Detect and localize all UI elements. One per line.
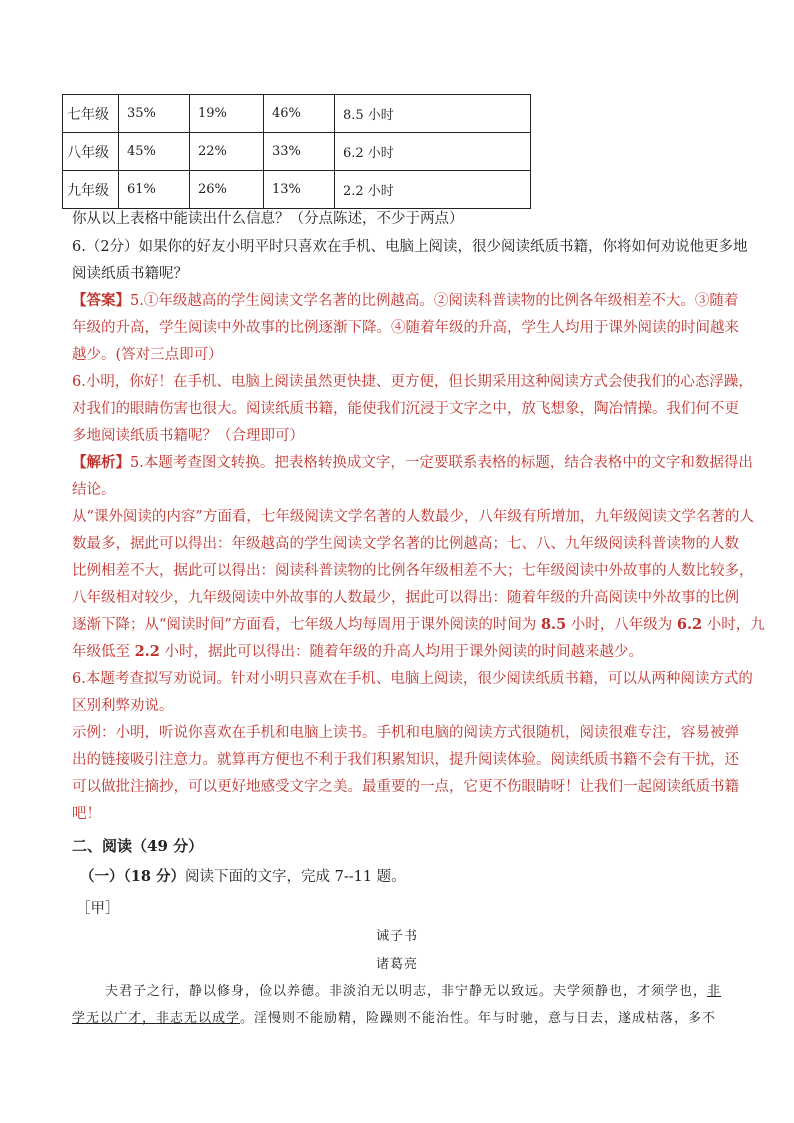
analysis-line: 从“课外阅读的内容”方面看，七年级阅读文学名著的人数最少，八年级有所增加，九年级阅读文学名著的人 bbox=[72, 509, 754, 525]
analysis-text: 逐渐下降；从“阅读时间”方面看，七年级人均每周用于课外阅读的时间为 bbox=[72, 617, 541, 633]
analysis-text: 小时，九 bbox=[702, 617, 765, 633]
table-cell: 13% bbox=[264, 171, 335, 209]
answer-line: 6.小明，你好！在手机、电脑上阅读虽然更快捷、更方便，但长期采用这种阅读方式会使我们的心态浮躁， bbox=[72, 374, 753, 390]
analysis-line: 比例相差不大，据此可以得出：阅读科普读物的比例各年级相差不大；七年级阅读中外故事的人数比较多， bbox=[72, 563, 754, 579]
analysis-line bbox=[72, 639, 732, 665]
analysis-tag: 【解析】 bbox=[72, 454, 130, 471]
analysis-number: 6.2 bbox=[676, 616, 703, 633]
answer-line: 对我们的眼睛伤害也很大。阅读纸质书籍，能使我们沉浸于文字之中，放飞想象，陶冶情操。我们何不更 bbox=[72, 401, 739, 417]
analysis-text: 小时，据此可以得出：随着年级的升高人均用于课外阅读的时间越来越少。 bbox=[159, 644, 643, 660]
analysis-text: 5.本题考查图文转换。把表格转换成文字，一定要联系表格的标题，结合表格中的文字和数据得出 bbox=[130, 455, 753, 471]
table-cell: 2.2 小时 bbox=[335, 171, 531, 209]
answer-line: 年级的升高，学生阅读中外故事的比例逐渐下降。④随着年级的升高，学生人均用于课外阅读的时间越来 bbox=[72, 320, 739, 336]
subsection-heading bbox=[80, 864, 740, 890]
table-row bbox=[63, 171, 531, 209]
table-cell: 九年级 bbox=[63, 171, 119, 209]
passage-author: 诸葛亮 bbox=[375, 957, 418, 972]
table-cell: 61% bbox=[119, 171, 190, 209]
reading-survey-table bbox=[62, 94, 531, 209]
analysis-number: 8.5 bbox=[540, 616, 567, 633]
passage-underlined: 学无以广才，非志无以成学 bbox=[72, 1011, 241, 1026]
analysis-line: 结论。 bbox=[72, 482, 116, 498]
table-cell: 6.2 小时 bbox=[335, 133, 531, 171]
example-line: 示例：小明，听说你喜欢在手机和电脑上读书。手机和电脑的阅读方式很随机，阅读很难专注，容易被弹 bbox=[72, 725, 739, 741]
passage-line bbox=[72, 1006, 722, 1032]
table-cell: 八年级 bbox=[63, 133, 119, 171]
analysis-line: 区别利弊劝说。 bbox=[72, 698, 174, 714]
example-line: 吧！ bbox=[72, 806, 101, 822]
answer-line bbox=[72, 288, 739, 314]
passage-line bbox=[105, 979, 725, 1005]
table-cell: 22% bbox=[190, 133, 264, 171]
analysis-text: 小时，八年级为 bbox=[566, 617, 677, 633]
passage-text: 。淫慢则不能励精，险躁则不能治性。年与时驰，意与日去，遂成枯落，多不 bbox=[240, 1011, 717, 1026]
table-cell: 33% bbox=[264, 133, 335, 171]
answer-line: 多地阅读纸质书籍呢？（合理即可） bbox=[72, 428, 304, 444]
table-row bbox=[63, 95, 531, 133]
analysis-line: 数最多，据此可以得出：年级越高的学生阅读文学名著的比例越高；七、八、九年级阅读科普读物的人数 bbox=[72, 536, 739, 552]
passage-marker: ［甲］ bbox=[76, 901, 120, 917]
table-cell: 26% bbox=[190, 171, 264, 209]
example-line: 可以做批注摘抄，可以更好地感受文字之美。最重要的一点，它更不伤眼睛呀！让我们一起阅读纸质书籍 bbox=[72, 779, 739, 795]
passage-title: 诫子书 bbox=[375, 929, 418, 944]
section-heading: 二、阅读（49 分） bbox=[72, 837, 204, 855]
subsection-instruction: 阅读下面的文字，完成 7--11 题。 bbox=[184, 869, 406, 885]
table-row bbox=[63, 133, 531, 171]
analysis-line bbox=[72, 612, 765, 638]
passage-text: 夫君子之行，静以修身，俭以养德。非淡泊无以明志，非宁静无以致远。夫学须静也，才须学也， bbox=[105, 984, 708, 999]
analysis-line bbox=[72, 450, 753, 476]
table-cell: 8.5 小时 bbox=[335, 95, 531, 133]
answer-tag: 【答案】 bbox=[72, 292, 130, 309]
answer-line: 越少。(答对三点即可） bbox=[72, 347, 223, 363]
table-cell: 46% bbox=[264, 95, 335, 133]
analysis-line: 6.本题考查拟写劝说词。针对小明只喜欢在手机、电脑上阅读，很少阅读纸质书籍，可以从两种阅读方式的 bbox=[72, 671, 753, 687]
table-cell: 19% bbox=[190, 95, 264, 133]
subsection-label: （一）（18 分） bbox=[80, 868, 185, 885]
question-6-line: 6.（2分）如果你的好友小明平时只喜欢在手机、电脑上阅读，很少阅读纸质书籍，你将如何劝说他更多地 bbox=[72, 239, 748, 255]
analysis-number: 2.2 bbox=[134, 643, 160, 660]
table-cell: 45% bbox=[119, 133, 190, 171]
passage-underlined: 非 bbox=[707, 984, 722, 999]
question-5-prompt: 你从以上表格中能读出什么信息？（分点陈述，不少于两点） bbox=[72, 211, 464, 227]
table-cell: 七年级 bbox=[63, 95, 119, 133]
analysis-line: 八年级相对较少，九年级阅读中外故事的人数最少，据此可以得出：随着年级的升高阅读中外故事的比例 bbox=[72, 590, 739, 606]
analysis-text: 年级低至 bbox=[72, 644, 135, 660]
question-6-line: 阅读纸质书籍呢？ bbox=[72, 266, 188, 282]
example-line: 出的链接吸引注意力。就算再方便也不利于我们积累知识，提升阅读体验。阅读纸质书籍不会有干扰，还 bbox=[72, 752, 739, 768]
table-cell: 35% bbox=[119, 95, 190, 133]
answer-text: 5.①年级越高的学生阅读文学名著的比例越高。②阅读科普读物的比例各年级相差不大。③随着 bbox=[130, 293, 739, 309]
